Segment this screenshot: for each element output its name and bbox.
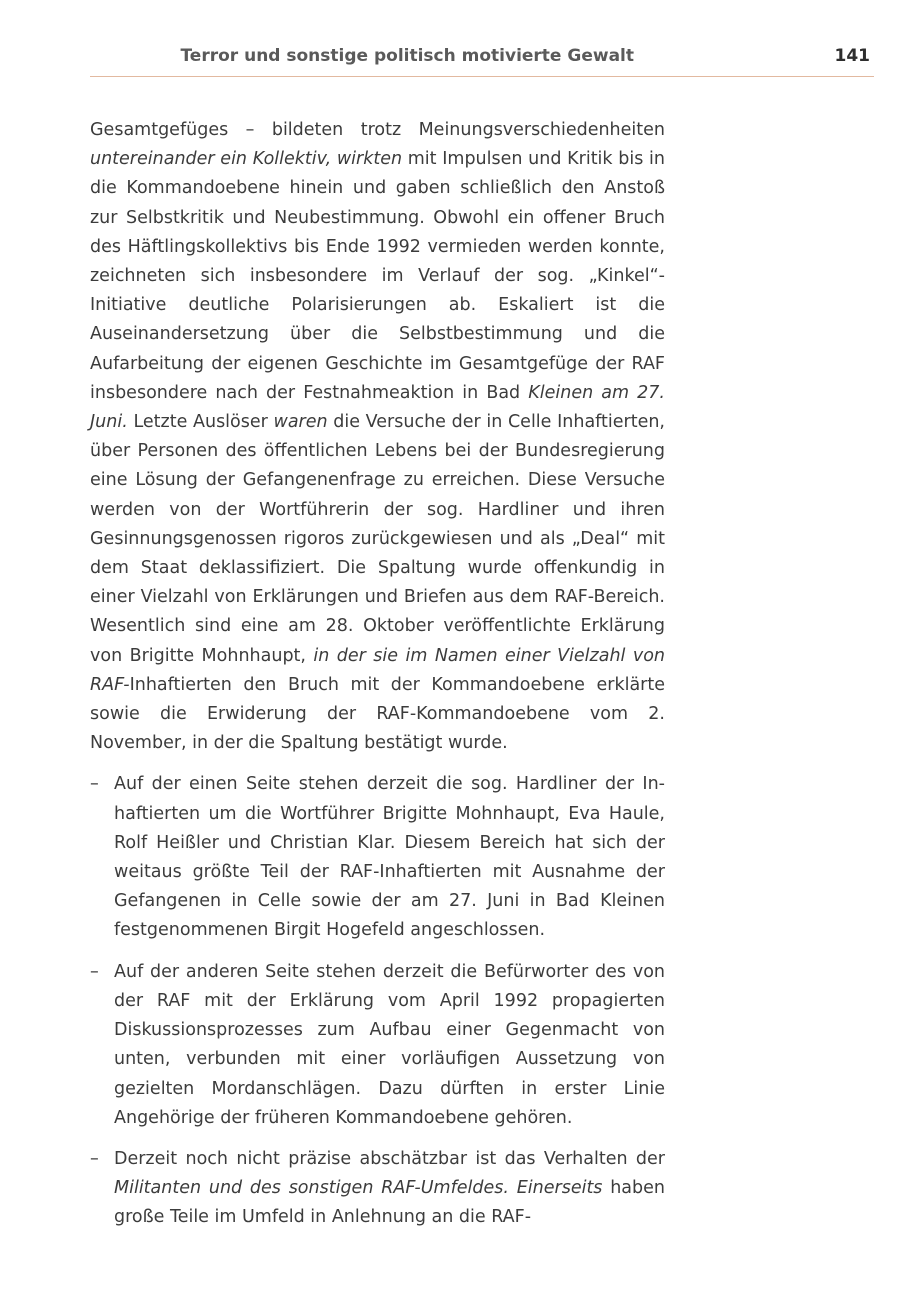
bullet-text: Auf der einen Seite stehen derzeit die sog. Hardliner der Inhaftierten um die Wortführer Brigitte Mohnhaupt, Eva Haule, Rolf Heißler und Christian Klar. Diesem Bereich hat sich der weitaus größte Teil der RAF-Inhaftierten mit Ausnahme der Gefangenen in Celle sowie der am 27. Juni in Bad Kleinen festgenommenen Birgit Hogefeld angeschlossen. xyxy=(114,774,665,941)
dash-bullet: – xyxy=(90,1148,99,1169)
text-run: Gesamtgefüges – bildeten trotz Meinungsverschiedenheiten xyxy=(90,120,665,140)
italic-run: Militanten und des sonstigen RAF-Umfeldes. Einerseits xyxy=(114,1178,603,1199)
bullet-item-befuerworter xyxy=(90,958,665,1133)
italic-run: untereinander ein Kollektiv, wirkten xyxy=(90,149,403,170)
text-run: Inhaftierten den Bruch mit der Kommandoebene erklärte sowie die Erwiderung der RAF-Kommandoebene vom 2. November, in der die Spaltung bestätigt wurde. xyxy=(90,674,665,754)
running-header xyxy=(90,44,874,77)
dash-bullet: – xyxy=(90,961,99,982)
bullet-text: Derzeit noch nicht präzise abschätzbar ist das Verhalten der xyxy=(114,1148,665,1169)
body-text xyxy=(90,116,665,1245)
bullet-text: Auf der anderen Seite stehen derzeit die Befürworter des von der RAF mit der Erklärung vom April 1992 propagierten Diskussionsprozesses zum Aufbau einer Gegenmacht von unten, verbunden mit einer vorläufigen Aussetzung von gezielten Mordanschlägen. Dazu dürften in erster Linie Angehörige der früheren Kommandoebene gehören. xyxy=(114,961,665,1128)
text-run: Letzte Auslöser xyxy=(127,412,274,433)
text-run: mit Impulsen und Kritik bis in die Kommandoebene hinein und gaben schließlich den Anstoß zur Selbstkritik und Neubestimmung. Obwohl ein offener Bruch des Häftlingskollektivs bis Ende 1992 vermieden werden konnte, zeichneten sich insbesondere im Verlauf der sog. „Kinkel“-Initiative deutliche Polarisierungen ab. Eskaliert ist die Auseinandersetzung über die Selbstbestimmung und die Aufarbeitung der eigenen Geschichte im Gesamtgefüge der RAF insbesondere nach der Festnahmeaktion in Bad xyxy=(90,149,665,403)
bullet-text: haben große Teile im Umfeld in Anlehnung an die RAF- xyxy=(114,1178,665,1228)
italic-run: Kleinen am 27. Juni. xyxy=(90,382,665,433)
dash-bullet: – xyxy=(90,774,99,795)
text-run: die Versuche der in Celle Inhaftierten, über Personen des öffentlichen Lebens bei der Bundesregierung eine Lösung der Gefangenenfrage zu erreichen. Diese Versuche werden von der Wortführerin der sog. Hardliner und ihren Gesinnungsgenossen rigoros zurückgewiesen und als „Deal“ mit dem Staat deklassifiziert. Die Spaltung wurde offenkundig in einer Vielzahl von Erklärungen und Briefen aus dem RAF-Bereich. Wesentlich sind eine am 28. Oktober veröffentlichte Erklärung von Brigitte Mohnhaupt, xyxy=(90,412,665,666)
bullet-item-umfeld xyxy=(90,1145,665,1233)
running-header-title: Terror und sonstige politisch motivierte Gewalt xyxy=(180,46,634,66)
italic-run: waren xyxy=(273,412,328,433)
bullet-item-hardliner xyxy=(90,770,665,945)
italic-run: in der sie im Namen einer Vielzahl von RAF- xyxy=(90,645,665,695)
bullet-list xyxy=(90,770,665,1232)
page-number: 141 xyxy=(834,46,870,66)
main-paragraph xyxy=(90,116,665,758)
